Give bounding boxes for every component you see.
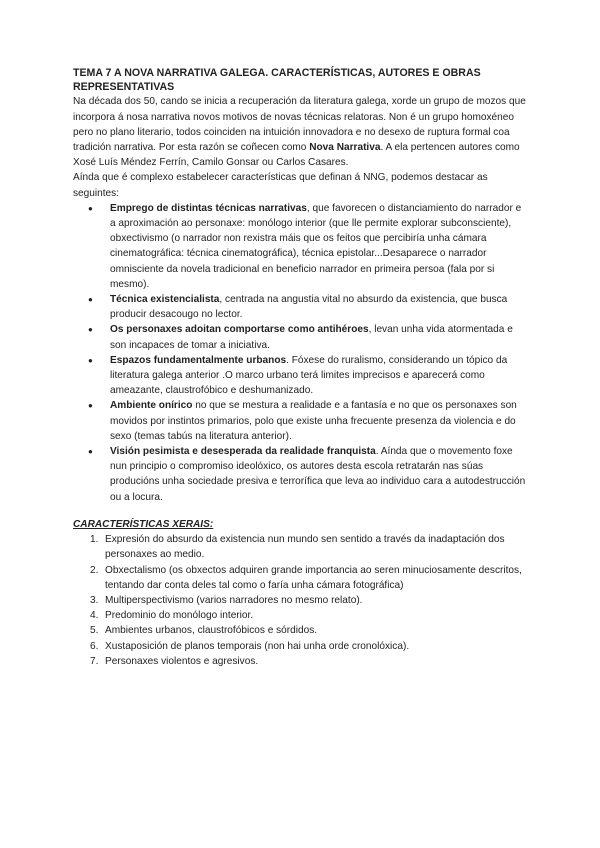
item-text: Expresión do absurdo da existencia nun mundo sen sentido a través da inadaptación dos personaxes ao medio. xyxy=(105,534,505,561)
characteristics-bullet-list xyxy=(73,201,528,505)
bullet-item xyxy=(110,353,528,399)
intro-paragraph xyxy=(73,94,528,170)
numbered-item xyxy=(90,532,528,562)
bullet-text: no que se mestura a realidade e a fantasía e no que os personaxes son movidos por instintos primarios, polo que existe unha frecuente presenza da violencia e do sexo (temas tabús na literatura anterior). xyxy=(110,400,517,442)
numbered-item xyxy=(90,623,528,638)
item-number: 2. xyxy=(90,564,99,576)
intro-bold-term: Nova Narrativa xyxy=(309,142,381,154)
bullet-bold: Espazos fundamentalmente urbanos xyxy=(110,354,287,366)
bullet-item xyxy=(110,201,528,292)
bullet-text: . Fóxese do ruralismo, considerando un tópico da literatura galega anterior .O marco urbano terá limites imprecisos e aparecerá como ameazante, claustrofóbico e deshumanizado. xyxy=(110,354,508,397)
bullet-text: , centrada na angustia vital no absurdo da existencia, que busca producir desacougo no lector. xyxy=(110,294,508,321)
bullet-bold: Técnica existencialista xyxy=(110,294,220,306)
lead-paragraph: Aínda que é complexo estabelecer características que definan á NNG, podemos destacar as seguintes: xyxy=(73,172,488,199)
bullet-bold: Emprego de distintas técnicas narrativas xyxy=(110,202,307,214)
numbered-item xyxy=(90,593,528,608)
bullet-item xyxy=(110,398,528,444)
section-heading: CARACTERÍSTICAS XERAIS: xyxy=(73,518,214,530)
item-text: Obxectalismo (os obxectos adquiren grande importancia ao seren minuciosamente descritos, tentando dar conta deles tal como o faría unha cámara fotográfica) xyxy=(105,564,522,591)
bullet-bold: Ambiente onírico xyxy=(110,400,193,412)
bullet-item xyxy=(110,322,528,352)
numbered-item xyxy=(90,654,528,669)
item-number: 6. xyxy=(90,640,99,652)
bullet-text: , que favorecen o distanciamiento do narrador e a aproximación ao personaxe: monólogo interior (que lle permite explorar subconsciente), obxectivismo (o narrador non rexistra máis que os feitos que percibiría unha cámara cinematográfica: técnica cinematográfica), técnica epistolar...Desaparece o narrador omnisciente da novela tradicional en beneficio narrador en primeira persoa (fala por si mesmo). xyxy=(110,202,522,290)
item-text: Multiperspectivismo (varios narradores no mesmo relato). xyxy=(105,594,363,606)
bullet-text: . Aínda que o movemento foxe nun principio o compromiso ideolóxico, os autores desta escola retratarán nas súas producións unha sociedade presiva e terrorífica que leva ao individuo cara a autodestrucción ou a locura. xyxy=(110,446,526,503)
item-text: Xustaposición de planos temporais (non hai unha orde cronolóxica). xyxy=(105,640,410,652)
numbered-item xyxy=(90,563,528,593)
item-number: 1. xyxy=(90,534,99,546)
page-title: TEMA 7 A NOVA NARRATIVA GALEGA. CARACTERÍSTICAS, AUTORES E OBRAS REPRESENTATIVAS xyxy=(73,67,481,94)
document-page xyxy=(73,66,528,669)
bullet-item xyxy=(110,444,528,505)
bullet-bold: Visión pesimista e desesperada da realidade franquista xyxy=(110,446,376,458)
item-number: 7. xyxy=(90,655,99,667)
bullet-bold: Os personaxes adoitan comportarse como antihéroes xyxy=(110,324,369,336)
bullet-item xyxy=(110,292,528,322)
intro-text-2: . A ela pertencen autores como Xosé Luís Méndez Ferrín, Camilo Gonsar ou Carlos Casares. xyxy=(73,142,520,169)
item-number: 3. xyxy=(90,594,99,606)
item-number: 4. xyxy=(90,610,99,622)
item-text: Predominio do monólogo interior. xyxy=(105,610,254,622)
numbered-item xyxy=(90,608,528,623)
intro-text-1: Na década dos 50, cando se inicia a recuperación da literatura galega, xorde un grupo de mozos que incorpora á nosa narrativa novos motivos de novas técnicas relatoras. Non é un grupo homoxéneo pero no plano literario, todos coinciden na intuición innovadora e no desexo de ruptura formal coa tradición narrativa. Por esta razón se coñecen como xyxy=(73,96,526,154)
item-number: 5. xyxy=(90,625,99,637)
item-text: Personaxes violentos e agresivos. xyxy=(105,655,259,667)
bullet-text: , levan unha vida atormentada e son incapaces de tomar a iniciativa. xyxy=(110,324,513,351)
general-characteristics-list xyxy=(73,532,528,669)
item-text: Ambientes urbanos, claustrofóbicos e sórdidos. xyxy=(105,625,318,637)
numbered-item xyxy=(90,639,528,654)
